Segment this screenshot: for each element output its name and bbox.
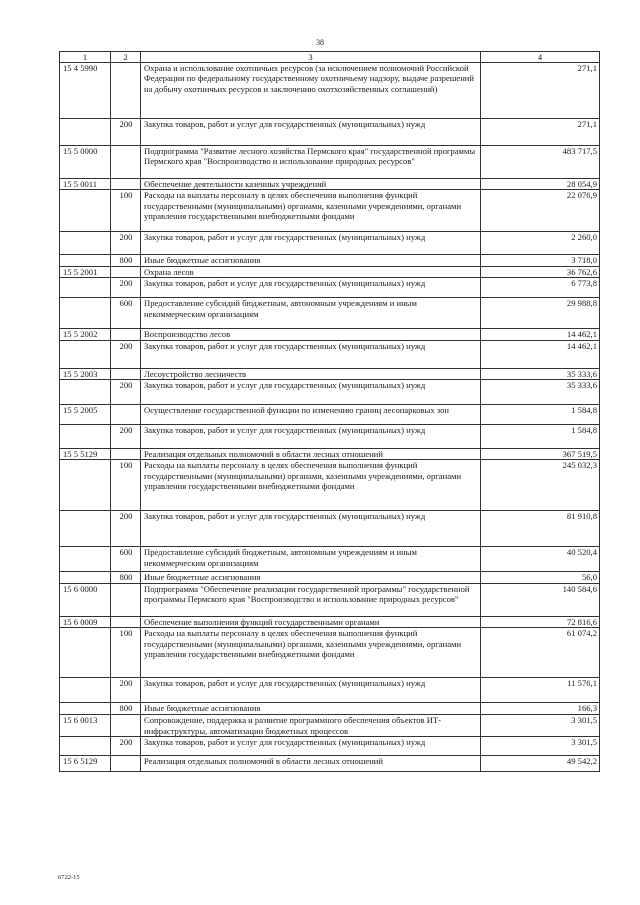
code-cell bbox=[60, 460, 111, 511]
name-cell: Предоставление субсидий бюджетным, автономным учреждениям и иным некоммерческим организациям bbox=[141, 547, 481, 572]
table-row bbox=[60, 340, 600, 368]
expense-type-cell bbox=[111, 329, 141, 340]
table-row bbox=[60, 179, 600, 190]
table-row bbox=[60, 255, 600, 266]
name-cell: Расходы на выплаты персоналу в целях обеспечения выполнения функций государственными (муниципальными) органами, казенными учреждениями, органами управления государственными внебюджетными фондами bbox=[141, 460, 481, 511]
table-row bbox=[60, 756, 600, 772]
amount-cell: 22 076,9 bbox=[481, 190, 600, 232]
table-row bbox=[60, 572, 600, 583]
expense-type-cell: 800 bbox=[111, 703, 141, 715]
amount-cell: 56,0 bbox=[481, 572, 600, 583]
expense-type-cell: 100 bbox=[111, 628, 141, 678]
table-row bbox=[60, 119, 600, 146]
code-cell bbox=[60, 380, 111, 405]
code-cell bbox=[60, 232, 111, 255]
table-row bbox=[60, 715, 600, 737]
name-cell: Закупка товаров, работ и услуг для государственных (муниципальных) нужд bbox=[141, 511, 481, 547]
column-header: 2 bbox=[111, 52, 141, 63]
table-row bbox=[60, 737, 600, 756]
amount-cell: 35 333,6 bbox=[481, 380, 600, 405]
expense-type-cell bbox=[111, 266, 141, 277]
expense-type-cell: 100 bbox=[111, 190, 141, 232]
name-cell: Закупка товаров, работ и услуг для государственных (муниципальных) нужд bbox=[141, 425, 481, 449]
expense-type-cell bbox=[111, 179, 141, 190]
code-cell: 15 5 0000 bbox=[60, 146, 111, 179]
table-row bbox=[60, 460, 600, 511]
amount-cell: 81 910,8 bbox=[481, 511, 600, 547]
expense-type-cell bbox=[111, 405, 141, 425]
amount-cell: 2 260,0 bbox=[481, 232, 600, 255]
amount-cell: 3 301,5 bbox=[481, 715, 600, 737]
amount-cell: 29 988,8 bbox=[481, 298, 600, 329]
amount-cell: 140 584,6 bbox=[481, 583, 600, 616]
amount-cell: 14 462,1 bbox=[481, 329, 600, 340]
table-row bbox=[60, 449, 600, 460]
table-row bbox=[60, 678, 600, 703]
expense-type-cell: 800 bbox=[111, 572, 141, 583]
code-cell bbox=[60, 425, 111, 449]
table-row bbox=[60, 703, 600, 715]
code-cell: 15 5 0011 bbox=[60, 179, 111, 190]
table-row bbox=[60, 425, 600, 449]
code-cell: 15 5 2005 bbox=[60, 405, 111, 425]
table-row bbox=[60, 380, 600, 405]
name-cell: Закупка товаров, работ и услуг для государственных (муниципальных) нужд bbox=[141, 380, 481, 405]
amount-cell: 36 762,6 bbox=[481, 266, 600, 277]
amount-cell: 72 816,6 bbox=[481, 616, 600, 627]
code-cell: 15 5 5129 bbox=[60, 449, 111, 460]
amount-cell: 3 718,0 bbox=[481, 255, 600, 266]
expense-type-cell: 600 bbox=[111, 547, 141, 572]
table-row bbox=[60, 368, 600, 379]
amount-cell: 367 519,5 bbox=[481, 449, 600, 460]
code-cell bbox=[60, 340, 111, 368]
expense-type-cell: 200 bbox=[111, 737, 141, 756]
name-cell: Закупка товаров, работ и услуг для государственных (муниципальных) нужд bbox=[141, 232, 481, 255]
expense-type-cell: 200 bbox=[111, 119, 141, 146]
amount-cell: 35 333,6 bbox=[481, 368, 600, 379]
name-cell: Реализация отдельных полномочий в области лесных отношений bbox=[141, 756, 481, 772]
name-cell: Воспроизводство лесов bbox=[141, 329, 481, 340]
table-row bbox=[60, 511, 600, 547]
name-cell: Расходы на выплаты персоналу в целях обеспечения выполнения функций государственными (муниципальными) органами, казенными учреждениями, органами управления государственными внебюджетными фондами bbox=[141, 190, 481, 232]
amount-cell: 3 301,5 bbox=[481, 737, 600, 756]
column-header: 4 bbox=[481, 52, 600, 63]
expense-type-cell bbox=[111, 583, 141, 616]
amount-cell: 483 717,5 bbox=[481, 146, 600, 179]
code-cell: 15 6 5129 bbox=[60, 756, 111, 772]
name-cell: Иные бюджетные ассигнования bbox=[141, 572, 481, 583]
name-cell: Расходы на выплаты персоналу в целях обеспечения выполнения функций государственными (муниципальными) органами, казенными учреждениями, органами управления государственными внебюджетными фондами bbox=[141, 628, 481, 678]
code-cell: 15 6 0009 bbox=[60, 616, 111, 627]
footer-code: 6722-15 bbox=[58, 874, 80, 881]
code-cell bbox=[60, 737, 111, 756]
amount-cell: 6 773,8 bbox=[481, 278, 600, 298]
budget-table bbox=[59, 51, 600, 772]
expense-type-cell: 200 bbox=[111, 278, 141, 298]
table-row bbox=[60, 329, 600, 340]
table-row bbox=[60, 278, 600, 298]
table-row bbox=[60, 405, 600, 425]
code-cell: 15 5 2002 bbox=[60, 329, 111, 340]
code-cell bbox=[60, 628, 111, 678]
expense-type-cell: 200 bbox=[111, 511, 141, 547]
expense-type-cell: 100 bbox=[111, 460, 141, 511]
code-cell: 15 5 2001 bbox=[60, 266, 111, 277]
table-row bbox=[60, 547, 600, 572]
name-cell: Обеспечение деятельности казенных учреждений bbox=[141, 179, 481, 190]
name-cell: Предоставление субсидий бюджетным, автономным учреждениям и иным некоммерческим организациям bbox=[141, 298, 481, 329]
expense-type-cell bbox=[111, 449, 141, 460]
name-cell: Сопровождение, поддержка и развитие программного обеспечения объектов ИТ-инфраструктуры, автоматизации бюджетных процессов bbox=[141, 715, 481, 737]
amount-cell: 245 032,3 bbox=[481, 460, 600, 511]
amount-cell: 14 462,1 bbox=[481, 340, 600, 368]
name-cell: Закупка товаров, работ и услуг для государственных (муниципальных) нужд bbox=[141, 278, 481, 298]
amount-cell: 61 074,2 bbox=[481, 628, 600, 678]
amount-cell: 11 576,1 bbox=[481, 678, 600, 703]
table-row bbox=[60, 266, 600, 277]
page-number: 38 bbox=[316, 38, 324, 47]
table-row bbox=[60, 190, 600, 232]
code-cell bbox=[60, 119, 111, 146]
code-cell: 15 4 5990 bbox=[60, 63, 111, 119]
name-cell: Реализация отдельных полномочий в области лесных отношений bbox=[141, 449, 481, 460]
code-cell: 15 6 0013 bbox=[60, 715, 111, 737]
amount-cell: 49 542,2 bbox=[481, 756, 600, 772]
code-cell bbox=[60, 678, 111, 703]
expense-type-cell: 200 bbox=[111, 678, 141, 703]
expense-type-cell bbox=[111, 63, 141, 119]
name-cell: Лесоустройство лесничеств bbox=[141, 368, 481, 379]
amount-cell: 271,1 bbox=[481, 119, 600, 146]
name-cell: Закупка товаров, работ и услуг для государственных (муниципальных) нужд bbox=[141, 340, 481, 368]
expense-type-cell bbox=[111, 756, 141, 772]
name-cell: Закупка товаров, работ и услуг для государственных (муниципальных) нужд bbox=[141, 678, 481, 703]
header-row bbox=[60, 52, 600, 63]
code-cell bbox=[60, 572, 111, 583]
table-row bbox=[60, 146, 600, 179]
table-row bbox=[60, 616, 600, 627]
expense-type-cell bbox=[111, 368, 141, 379]
code-cell bbox=[60, 703, 111, 715]
column-header: 1 bbox=[60, 52, 111, 63]
table-row bbox=[60, 298, 600, 329]
code-cell bbox=[60, 547, 111, 572]
expense-type-cell: 200 bbox=[111, 425, 141, 449]
expense-type-cell bbox=[111, 715, 141, 737]
name-cell: Осуществление государственной функции по изменению границ лесопарковых зон bbox=[141, 405, 481, 425]
amount-cell: 166,3 bbox=[481, 703, 600, 715]
name-cell: Иные бюджетные ассигнования bbox=[141, 255, 481, 266]
amount-cell: 1 584,8 bbox=[481, 425, 600, 449]
code-cell bbox=[60, 298, 111, 329]
expense-type-cell: 800 bbox=[111, 255, 141, 266]
expense-type-cell: 600 bbox=[111, 298, 141, 329]
name-cell: Закупка товаров, работ и услуг для государственных (муниципальных) нужд bbox=[141, 737, 481, 756]
name-cell: Подпрограмма "Развитие лесного хозяйства Пермского края" государственной программы Пермского края "Воспроизводство и использование природных ресурсов" bbox=[141, 146, 481, 179]
expense-type-cell: 200 bbox=[111, 380, 141, 405]
name-cell: Охрана и использование охотничьих ресурсов (за исключением полномочий Российской Федерации по федеральному государственному охотничьему надзору, выдаче разрешений на добычу охотничьих ресурсов и заключению охотхозяйственных соглашений) bbox=[141, 63, 481, 119]
expense-type-cell: 200 bbox=[111, 232, 141, 255]
name-cell: Охрана лесов bbox=[141, 266, 481, 277]
expense-type-cell bbox=[111, 146, 141, 179]
name-cell: Подпрограмма "Обеспечение реализации государственной программы" государственной программы Пермского края "Воспроизводство и использование природных ресурсов" bbox=[141, 583, 481, 616]
name-cell: Закупка товаров, работ и услуг для государственных (муниципальных) нужд bbox=[141, 119, 481, 146]
name-cell: Иные бюджетные ассигнования bbox=[141, 703, 481, 715]
name-cell: Обеспечение выполнения функций государственными органами bbox=[141, 616, 481, 627]
amount-cell: 1 584,8 bbox=[481, 405, 600, 425]
expense-type-cell: 200 bbox=[111, 340, 141, 368]
code-cell bbox=[60, 511, 111, 547]
column-header: 3 bbox=[141, 52, 481, 63]
table-row bbox=[60, 232, 600, 255]
code-cell: 15 6 0000 bbox=[60, 583, 111, 616]
code-cell: 15 5 2003 bbox=[60, 368, 111, 379]
code-cell bbox=[60, 278, 111, 298]
code-cell bbox=[60, 190, 111, 232]
amount-cell: 40 520,4 bbox=[481, 547, 600, 572]
amount-cell: 271,1 bbox=[481, 63, 600, 119]
amount-cell: 28 054,9 bbox=[481, 179, 600, 190]
table-row bbox=[60, 628, 600, 678]
code-cell bbox=[60, 255, 111, 266]
table-row bbox=[60, 583, 600, 616]
table-row bbox=[60, 63, 600, 119]
expense-type-cell bbox=[111, 616, 141, 627]
